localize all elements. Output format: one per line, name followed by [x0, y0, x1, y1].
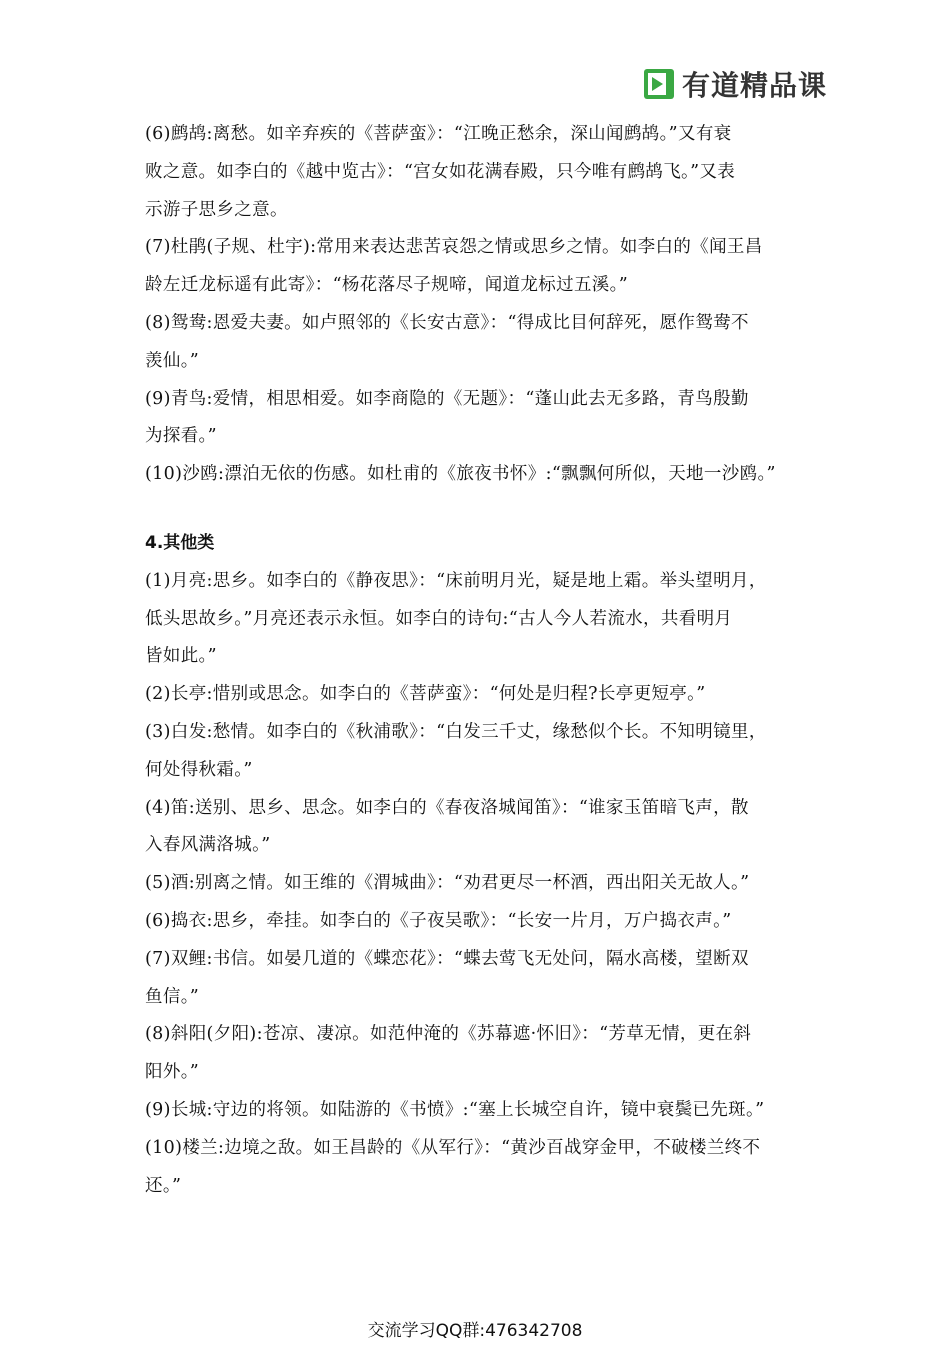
text-line: 示游子思乡之意。 — [145, 199, 288, 220]
text-line: 入春风满洛城。” — [145, 835, 271, 856]
text-line: (7)双鲤:书信。如晏几道的《蝶恋花》：“蝶去莺飞无处问，隔水高楼，望断双 — [145, 948, 749, 969]
text-line: 鱼信。” — [145, 986, 200, 1007]
text-line: (5)酒:别离之情。如王维的《渭城曲》：“劝君更尽一杯酒，西出阳关无故人。” — [145, 873, 750, 894]
footer-qq-group: 交流学习QQ群:476342708 — [367, 1321, 583, 1341]
play-book-icon — [644, 69, 674, 99]
text-line: 为探看。” — [145, 426, 217, 447]
text-line: 皆如此。” — [145, 646, 217, 667]
text-line: (10)楼兰:边境之敌。如王昌龄的《从军行》：“黄沙百战穿金甲，不破楼兰终不 — [145, 1137, 761, 1158]
text-line: (9)青鸟:爱情，相思相爱。如李商隐的《无题》：“蓬山此去无多路，青鸟殷勤 — [145, 388, 749, 409]
text-line: 还。” — [145, 1175, 182, 1196]
section-birds-continued — [145, 116, 810, 494]
logo-text: 有道精品课 — [682, 69, 828, 102]
text-line: (7)杜鹃(子规、杜宇):常用来表达悲苦哀怨之情或思乡之情。如李白的《闻王昌 — [145, 237, 763, 258]
text-line: (6)鹧鸪:离愁。如辛弃疾的《菩萨蛮》：“江晚正愁余，深山闻鹧鸪。”又有衰 — [145, 124, 732, 144]
text-line: (6)捣衣:思乡，牵挂。如李白的《子夜吴歌》：“长安一片月，万户捣衣声。” — [145, 910, 732, 931]
text-line: 羡仙。” — [145, 350, 200, 371]
text-line: 龄左迁龙标遥有此寄》：“杨花落尽子规啼，闻道龙标过五溪。” — [145, 275, 629, 296]
text-line: 败之意。如李白的《越中览古》：“宫女如花满春殿，只今唯有鹧鸪飞。”又表 — [145, 161, 736, 182]
text-line: 阳外。” — [145, 1062, 200, 1083]
text-line: (8)斜阳(夕阳):苍凉、凄凉。如范仲淹的《苏幕遮·怀旧》：“芳草无情，更在斜 — [145, 1024, 752, 1045]
text-line: (1)月亮:思乡。如李白的《静夜思》：“床前明月光，疑是地上霜。举头望明月， — [145, 570, 767, 591]
text-line: 何处得秋霜。” — [145, 759, 253, 780]
text-line: (3)白发:愁情。如李白的《秋浦歌》：“白发三千丈，缘愁似个长。不知明镜里， — [145, 721, 767, 742]
section-other — [145, 525, 810, 1205]
text-line: (8)鸳鸯:恩爱夫妻。如卢照邻的《长安古意》：“得成比目何辞死，愿作鸳鸯不 — [145, 312, 749, 333]
text-line: (2)长亭:惜别或思念。如李白的《菩萨蛮》：“何处是归程?长亭更短亭。” — [145, 684, 706, 705]
text-line: (10)沙鸥:漂泊无依的伤感。如杜甫的《旅夜书怀》:“飘飘何所似，天地一沙鸥。” — [145, 464, 776, 485]
text-line: (4)笛:送别、思乡、思念。如李白的《春夜洛城闻笛》：“谁家玉笛暗飞声，散 — [145, 797, 749, 818]
text-line: (9)长城:守边的将领。如陆游的《书愤》:“塞上长城空自许，镜中衰鬓已先斑。” — [145, 1099, 765, 1120]
section-heading: 4.其他类 — [145, 532, 215, 553]
document-body — [145, 116, 810, 1205]
brand-logo — [644, 66, 827, 102]
text-line: 低头思故乡。”月亮还表示永恒。如李白的诗句:“古人今人若流水，共看明月 — [145, 608, 733, 629]
